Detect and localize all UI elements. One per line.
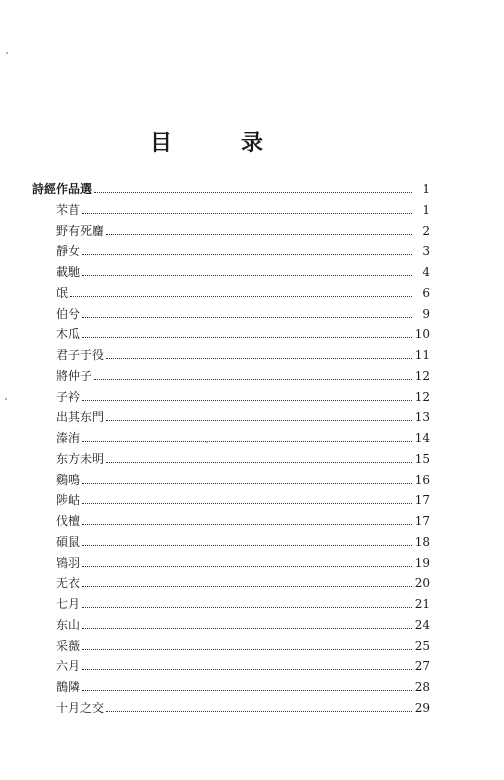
toc-entry-row[interactable] xyxy=(56,530,430,550)
toc-entry-row[interactable] xyxy=(56,260,430,280)
toc-page-number: 6 xyxy=(422,285,430,300)
toc-entry-row[interactable] xyxy=(56,571,430,591)
toc-entry-title: 溱洧 xyxy=(56,431,81,445)
toc-entry-title: 載馳 xyxy=(56,265,81,279)
dot-leader xyxy=(94,191,412,193)
dot-leader xyxy=(82,482,412,484)
toc-page-number: 24 xyxy=(414,617,430,632)
toc-entry-row[interactable] xyxy=(56,447,430,467)
dot-leader xyxy=(82,212,412,214)
toc-entry-title: 采薇 xyxy=(56,638,81,653)
dot-leader xyxy=(106,357,412,359)
toc-entry-row[interactable] xyxy=(56,198,430,218)
toc-entry-row[interactable] xyxy=(56,551,430,571)
dot-leader xyxy=(82,606,412,608)
toc-page-number: 17 xyxy=(414,514,430,528)
dot-leader xyxy=(106,461,412,463)
toc-page-number: 1 xyxy=(422,182,430,196)
dot-leader xyxy=(82,316,412,318)
dot-leader xyxy=(82,648,412,650)
toc-entry-row[interactable] xyxy=(56,343,430,363)
dot-leader xyxy=(82,502,412,504)
toc-entry-title: 氓 xyxy=(56,285,69,300)
toc-page-number: 3 xyxy=(422,244,430,259)
dot-leader xyxy=(82,544,412,546)
toc-page-number: 28 xyxy=(414,680,430,694)
dot-leader xyxy=(106,710,412,712)
toc-page-number: 16 xyxy=(414,472,430,487)
dot-leader xyxy=(106,233,412,235)
toc-entry-title: 无衣 xyxy=(56,576,81,591)
toc-page-number: 20 xyxy=(414,576,430,591)
toc-page-number: 21 xyxy=(414,597,430,611)
title-char-lu: 录 xyxy=(241,130,264,156)
toc-entry-title: 碩鼠 xyxy=(56,534,81,549)
toc-page-number: 12 xyxy=(414,368,430,383)
toc-page-number: 27 xyxy=(414,659,430,674)
dot-leader xyxy=(82,440,412,442)
toc-page-number: 4 xyxy=(422,265,430,279)
toc-entry-row[interactable] xyxy=(56,302,430,322)
toc-page-number: 18 xyxy=(414,534,430,549)
dot-leader xyxy=(82,585,412,587)
toc-page-number: 12 xyxy=(414,389,430,404)
scan-speck xyxy=(206,441,208,443)
toc-entry-title: 东方未明 xyxy=(56,451,105,466)
toc-entry-title: 子衿 xyxy=(56,389,81,404)
toc-entry-title: 鷄鳴 xyxy=(56,472,81,487)
toc-entry-row[interactable] xyxy=(56,364,430,384)
dot-leader xyxy=(82,253,412,255)
toc-entry-title: 伯兮 xyxy=(56,306,81,321)
toc-entry-title: 伐檀 xyxy=(56,514,81,528)
scan-speck xyxy=(6,52,8,54)
toc-entry-row[interactable] xyxy=(56,509,430,529)
dot-leader xyxy=(82,399,412,401)
dot-leader xyxy=(82,336,412,338)
toc-page-number: 9 xyxy=(422,306,430,321)
toc-section-title: 詩經作品選 xyxy=(32,182,93,196)
toc-page-number: 17 xyxy=(414,493,430,508)
toc-entry-title: 木瓜 xyxy=(56,327,81,342)
toc-page-number: 29 xyxy=(414,700,430,715)
toc-entry-row[interactable] xyxy=(56,488,430,508)
dot-leader xyxy=(82,274,412,276)
page-title xyxy=(0,128,504,162)
toc-entry-title: 七月 xyxy=(56,597,81,611)
toc-entry-title: 君子于役 xyxy=(56,348,105,362)
toc-entry-title: 鴇羽 xyxy=(56,555,81,570)
toc-page-number: 15 xyxy=(414,451,430,466)
dot-leader xyxy=(82,689,412,691)
toc-page-number: 13 xyxy=(414,410,430,425)
dot-leader xyxy=(94,378,412,380)
toc-page-number: 19 xyxy=(414,555,430,570)
scan-speck xyxy=(5,398,7,400)
toc-entry-title: 將仲子 xyxy=(56,368,93,383)
toc-entry-row[interactable] xyxy=(56,322,430,342)
dot-leader xyxy=(82,523,412,525)
toc-page-number: 10 xyxy=(414,327,430,342)
toc-entry-title: 陟岵 xyxy=(56,493,81,508)
toc-entry-row[interactable] xyxy=(56,468,430,488)
toc-page-number: 2 xyxy=(422,223,430,238)
dot-leader xyxy=(82,565,412,567)
toc-section-row[interactable] xyxy=(32,177,430,197)
dot-leader xyxy=(70,295,412,297)
title-char-mu: 目 xyxy=(150,130,173,156)
toc-page-number: 1 xyxy=(422,202,430,217)
toc-entry-row[interactable] xyxy=(56,426,430,446)
toc-entry-row[interactable] xyxy=(56,281,430,301)
toc-entry-row[interactable] xyxy=(56,219,430,239)
toc-entry-row[interactable] xyxy=(56,696,430,716)
dot-leader xyxy=(106,419,412,421)
toc-entry-row[interactable] xyxy=(56,654,430,674)
toc-entry-row[interactable] xyxy=(56,405,430,425)
toc-entry-row[interactable] xyxy=(56,385,430,405)
toc-entry-title: 芣苜 xyxy=(56,202,81,217)
toc-page-number: 14 xyxy=(414,431,430,445)
toc-entry-row[interactable] xyxy=(56,675,430,695)
toc-entry-title: 靜女 xyxy=(56,244,81,259)
dot-leader xyxy=(82,627,412,629)
toc-page-number: 11 xyxy=(414,348,430,362)
toc-entry-title: 出其东門 xyxy=(56,410,105,425)
toc-entry-title: 六月 xyxy=(56,659,81,674)
toc-entry-row[interactable] xyxy=(56,634,430,654)
toc-entry-title: 十月之交 xyxy=(56,700,105,715)
toc-entry-row[interactable] xyxy=(56,592,430,612)
toc-page-number: 25 xyxy=(414,638,430,653)
toc-entry-title: 野有死麕 xyxy=(56,223,105,238)
dot-leader xyxy=(82,668,412,670)
toc-entry-row[interactable] xyxy=(56,239,430,259)
toc-entry-row[interactable] xyxy=(56,613,430,633)
toc-entry-title: 东山 xyxy=(56,617,81,632)
toc-entry-title: 鵲隣 xyxy=(56,680,81,694)
